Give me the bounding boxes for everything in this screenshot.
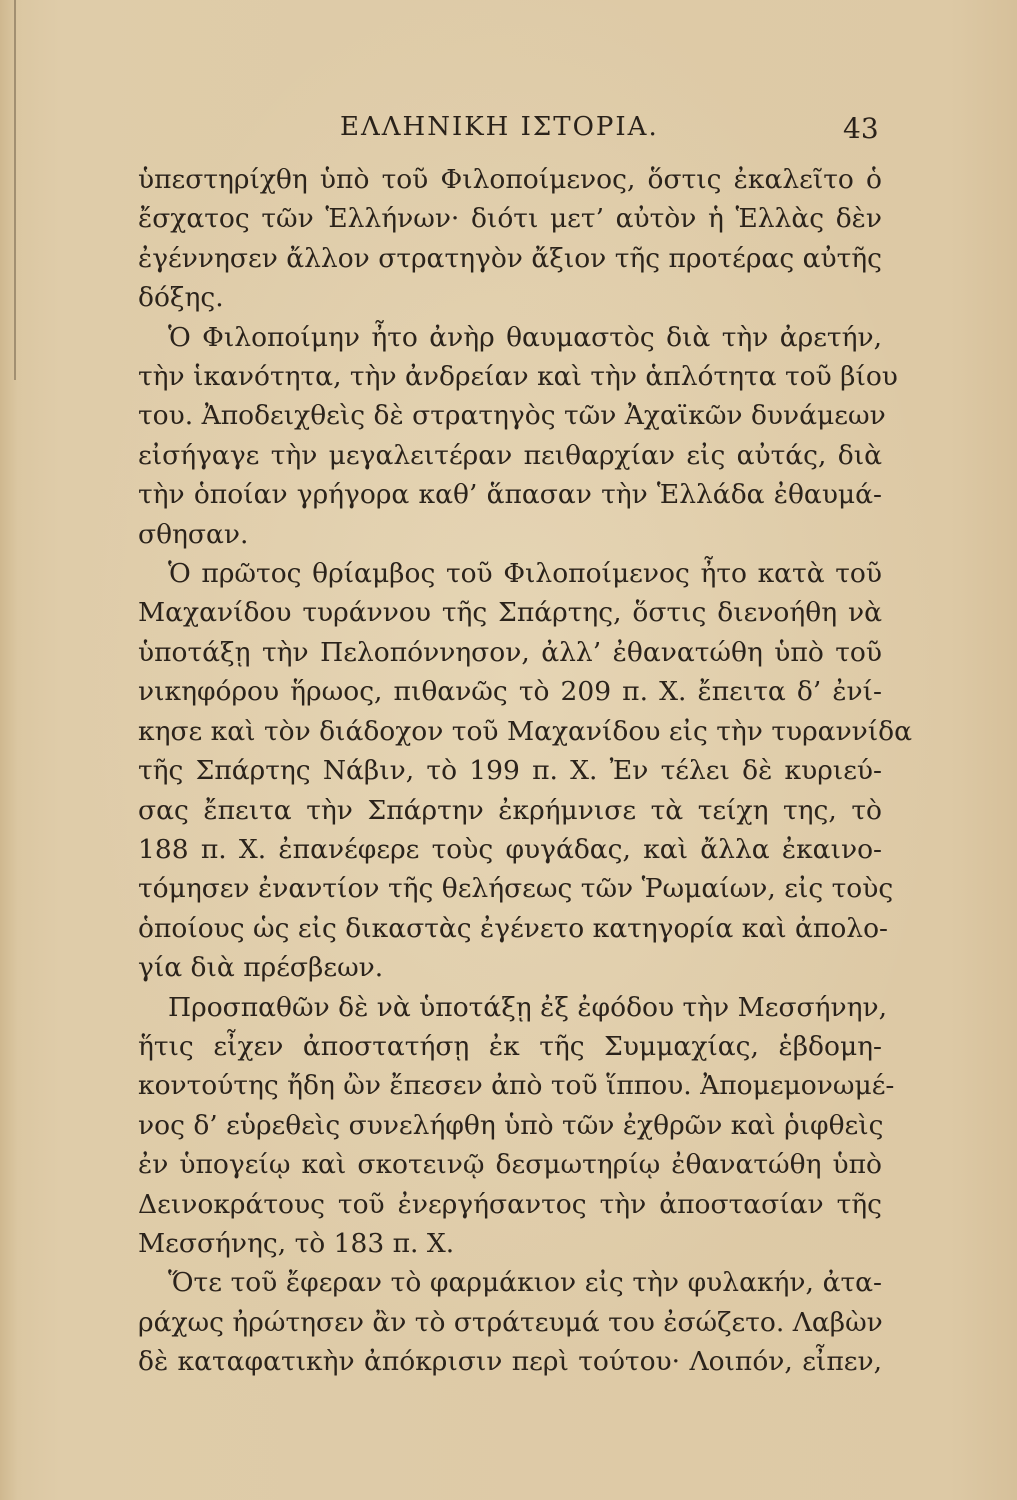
body-text [138,160,913,1382]
page-number: 43 [843,112,879,145]
text-line: ἐν ὑπογείῳ καὶ σκοτεινῷ δεσμωτηρίῳ ἐθανατώθη ὑπὸ [138,1149,882,1181]
text-line: Δεινοκράτους τοῦ ἐνεργήσαντος τὴν ἀποστασίαν τῆς [138,1188,882,1220]
text-line: τόμησεν ἐναντίον τῆς θελήσεως τῶν Ῥωμαίων, εἰς τοὺς [138,873,894,905]
text-line: κοντούτης ἤδη ὢν ἔπεσεν ἀπὸ τοῦ ἵππου. Ἀπομεμονωμέ- [138,1070,895,1102]
text-line: του. Ἀποδειχθεὶς δὲ στρατηγὸς τῶν Ἀχαϊκῶν δυνάμεων [138,400,886,432]
text-line: Προσπαθῶν δὲ νὰ ὑποτάξῃ ἐξ ἐφόδου τὴν Μεσσήνην, [168,991,888,1023]
text-line: δὲ καταφατικὴν ἀπόκρισιν περὶ τούτου· Λοιπόν, εἶπεν, [138,1346,882,1378]
text-line: Μεσσήνης, τὸ 183 π. Χ. [138,1227,455,1259]
text-line: δόξης. [138,282,224,314]
text-line: ὑποτάξῃ τὴν Πελοπόννησον, ἀλλ’ ἐθανατώθη ὑπὸ τοῦ [138,636,882,668]
text-line: τῆς Σπάρτης Νάβιν, τὸ 199 π. Χ. Ἐν τέλει δὲ κυριεύ- [138,755,882,787]
text-line: Ὁ πρῶτος θρίαμβος τοῦ Φιλοποίμενος ἦτο κατὰ τοῦ [168,558,882,590]
text-line: ἐγέννησεν ἄλλον στρατηγὸν ἄξιον τῆς προτέρας αὐτῆς [138,242,882,274]
text-line: ὑπεστηρίχθη ὑπὸ τοῦ Φιλοποίμενος, ὅστις ἐκαλεῖτο ὁ [138,164,882,195]
text-line: κησε καὶ τὸν διάδοχον τοῦ Μαχανίδου εἰς τὴν τυραννίδα [138,715,913,747]
text-line: τὴν ὁποίαν γρήγορα καθ’ ἅπασαν τὴν Ἑλλάδα ἐθαυμά- [138,479,882,511]
page-edge-line [14,0,16,380]
text-line: νικηφόρου ἥρωος, πιθανῶς τὸ 209 π. Χ. ἔπειτα δ’ ἐνί- [138,676,882,708]
text-line: εἰσήγαγε τὴν μεγαλειτέραν πειθαρχίαν εἰς αὐτάς, διὰ [138,439,882,471]
text-line: Μαχανίδου τυράννου τῆς Σπάρτης, ὅστις διενοήθη νὰ [138,597,882,629]
text-line: σας ἔπειτα τὴν Σπάρτην ἐκρήμνισε τὰ τείχη της, τὸ [138,794,882,826]
text-line: Ὅτε τοῦ ἔφεραν τὸ φαρμάκιον εἰς τὴν φυλακήν, ἀτα- [168,1267,882,1299]
text-line: σθησαν. [138,518,249,550]
text-line: ἥτις εἶχεν ἀποστατήσῃ ἐκ τῆς Συμμαχίας, ἑβδομη- [138,1030,882,1062]
text-line: ράχως ἠρώτησεν ἂν τὸ στράτευμά του ἐσώζετο. Λαβὼν [138,1306,883,1338]
page-header [0,112,1017,152]
text-line: νος δ’ εὑρεθεὶς συνελήφθη ὑπὸ τῶν ἐχθρῶν καὶ ῥιφθεὶς [138,1109,884,1141]
text-line: 188 π. Χ. ἐπανέφερε τοὺς φυγάδας, καὶ ἄλλα ἐκαινο- [138,833,882,865]
text-line: ἔσχατος τῶν Ἑλλήνων· διότι μετ’ αὐτὸν ἡ Ἑλλὰς δὲν [138,203,882,235]
text-line: ὁποίους ὡς εἰς δικαστὰς ἐγένετο κατηγορία καὶ ἀπολο- [138,912,888,944]
text-line: γία διὰ πρέσβεων. [138,952,384,984]
text-line: Ὁ Φιλοποίμην ἦτο ἀνὴρ θαυμαστὸς διὰ τὴν ἀρετήν, [168,321,882,353]
running-title: ΕΛΛΗΝΙΚΗ ΙΣΤΟΡΙΑ. [340,112,659,142]
text-line: τὴν ἱκανότητα, τὴν ἀνδρείαν καὶ τὴν ἁπλότητα τοῦ βίου [138,361,898,393]
